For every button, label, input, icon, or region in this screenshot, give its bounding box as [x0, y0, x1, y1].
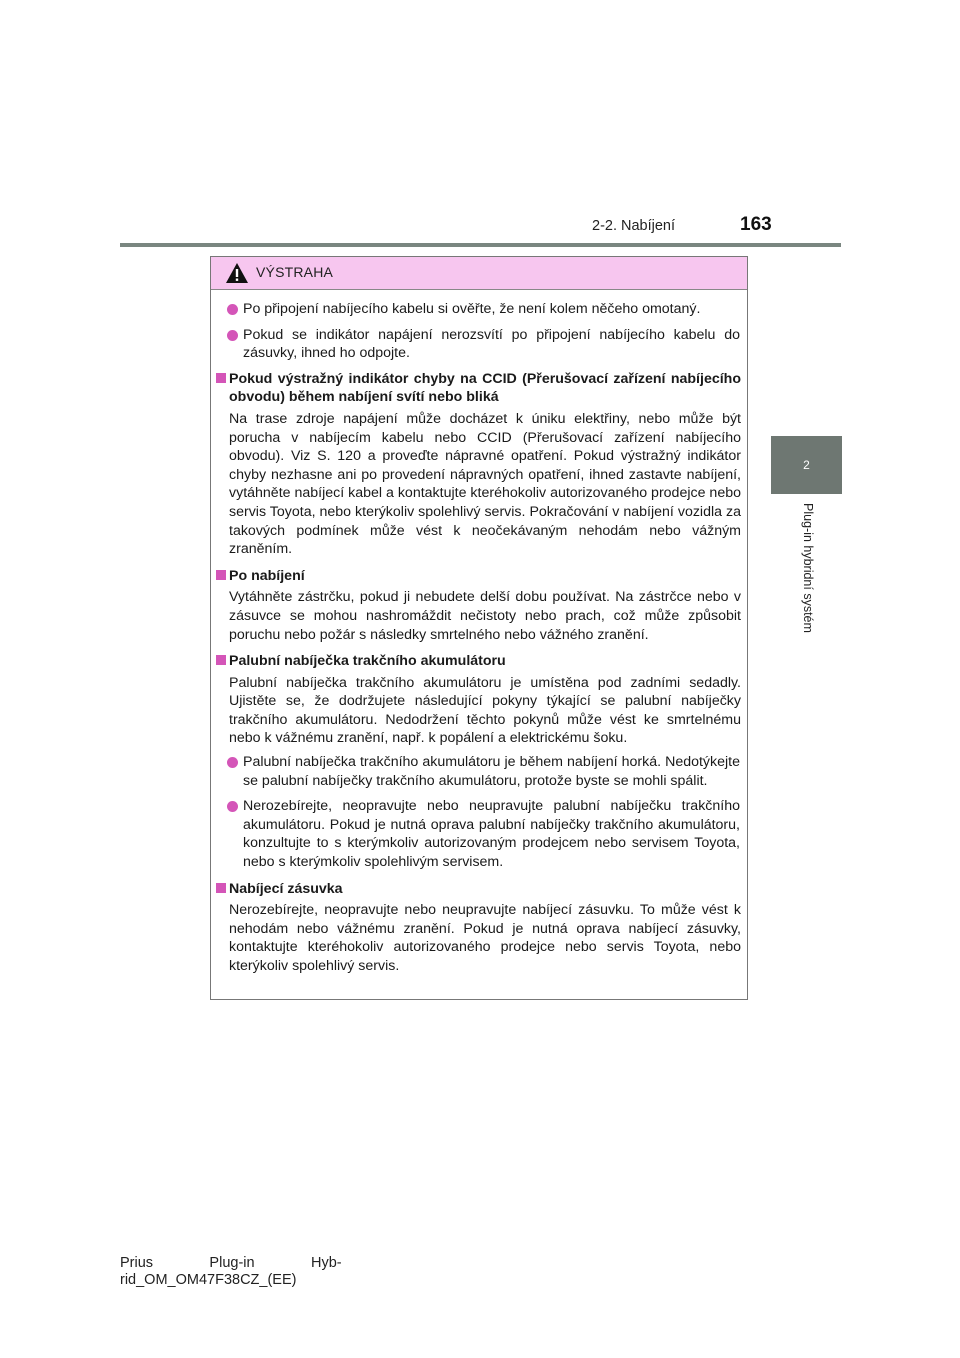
bullet-dot-icon	[227, 330, 238, 341]
list-item	[211, 753, 741, 790]
section-text: Na trase zdroje napájení může docházet k úniku elektřiny, nebo může být porucha v nabíjecím kabelu nebo CCID (Přerušovací zařízení nabíjecího obvodu). Viz S. 120 a proveďte nápravné opatření. Pokud výstražný indikátor chyby nezhasne ani po provedení nápravných opatření, ihned zastavte nabíjení, vytáhněte nabíjecí kabel a kontaktujte kteréhokoliv autorizovaného prodejce nebo servis Toyota, nebo kterýkoliv spolehlivý servis. Pokračování v nabíjení vozidla za takových podmínek může vést k neočekávaným nehodám nebo vážným zraněním.	[229, 410, 741, 558]
bullet-text: Palubní nabíječka trakčního akumulátoru je během nabíjení horká. Nedotýkejte se palubní nabíječky trakčního akumulátoru, protože byste se mohli spálit.	[243, 754, 740, 789]
section-heading: Palubní nabíječka trakčního akumulátoru	[229, 653, 506, 670]
section-heading: Po nabíjení	[229, 567, 305, 584]
square-bullet-icon	[216, 883, 226, 893]
square-bullet-icon	[216, 373, 226, 383]
section-heading: Pokud výstražný indikátor chyby na CCID (Přerušovací zařízení nabíjecího obvodu) během nabíjení svítí nebo bliká	[229, 370, 741, 406]
chapter-label: Plug-in hybridní systém	[801, 503, 815, 633]
square-bullet-icon	[216, 655, 226, 665]
header-section-title: 2-2. Nabíjení	[592, 218, 676, 234]
bullet-text: Nerozebírejte, neopravujte nebo neupravujte palubní nabíječku trakčního akumulátoru. Pokud je nutná oprava palubní nabíječky trakčního akumulátoru, konzultujte to s kterýmkoliv autorizovaným prodejcem nebo servisem Toyota, nebo s kterýmkoliv spolehlivým servisem.	[243, 798, 740, 871]
warning-body	[211, 290, 747, 976]
section-charging-socket	[211, 880, 741, 976]
square-bullet-icon	[216, 570, 226, 580]
section-text: Vytáhněte zástrčku, pokud ji nebudete delší dobu používat. Na zástrčce nebo v zásuvce se mohou nashromáždit nečistoty nebo prach, což může způsobit poruchu nebo požár s následky smrtelného nebo vážného zranění.	[229, 589, 741, 643]
warning-title: VÝSTRAHA	[256, 264, 334, 280]
section-text: Palubní nabíječka trakčního akumulátoru je umístěna pod zadními sedadly. Ujistěte se, že dodržujete následující pokyny týkající se palubní nabíječky trakčního akumulátoru. Nedodržení těchto pokynů může vést ke smrtelnému nebo k vážnému zranění, např. k popálení a elektrickému šoku.	[229, 674, 741, 747]
chapter-tab	[771, 436, 842, 494]
bullet-dot-icon	[227, 757, 238, 768]
warning-header	[211, 257, 747, 290]
list-item	[211, 326, 741, 363]
list-item	[211, 300, 741, 319]
bullet-text: Pokud se indikátor napájení nerozsvítí po připojení nabíjecího kabelu do zásuvky, ihned ho odpojte.	[243, 326, 740, 362]
header-rule	[120, 243, 841, 247]
warning-triangle-icon	[225, 262, 249, 284]
list-item	[211, 797, 741, 871]
section-ccid-indicator	[211, 370, 741, 559]
section-heading: Nabíjecí zásuvka	[229, 880, 343, 897]
section-text: Nerozebírejte, neopravujte nebo neupravujte nabíjecí zásuvku. To může vést k nehodám nebo vážnému zranění. Pokud je nutná oprava nabíjecí zásuvky, kontaktujte kteréhokoliv autorizovaného prodejce nebo servis Toyota, nebo kterýkoliv spolehlivý servis.	[229, 902, 741, 974]
bullet-dot-icon	[227, 304, 238, 315]
footer-document-id: Prius Plug-in Hyb- rid_OM_OM47F38CZ_(EE)	[120, 1255, 342, 1288]
section-onboard-charger	[211, 652, 741, 872]
warning-box	[210, 256, 748, 1000]
bullet-text: Po připojení nabíjecího kabelu si ověřte, že není kolem něčeho omotaný.	[243, 301, 701, 317]
page-number: 163	[740, 214, 772, 235]
chapter-number: 2	[803, 458, 810, 472]
bullet-dot-icon	[227, 801, 238, 812]
section-after-charging	[211, 567, 741, 644]
